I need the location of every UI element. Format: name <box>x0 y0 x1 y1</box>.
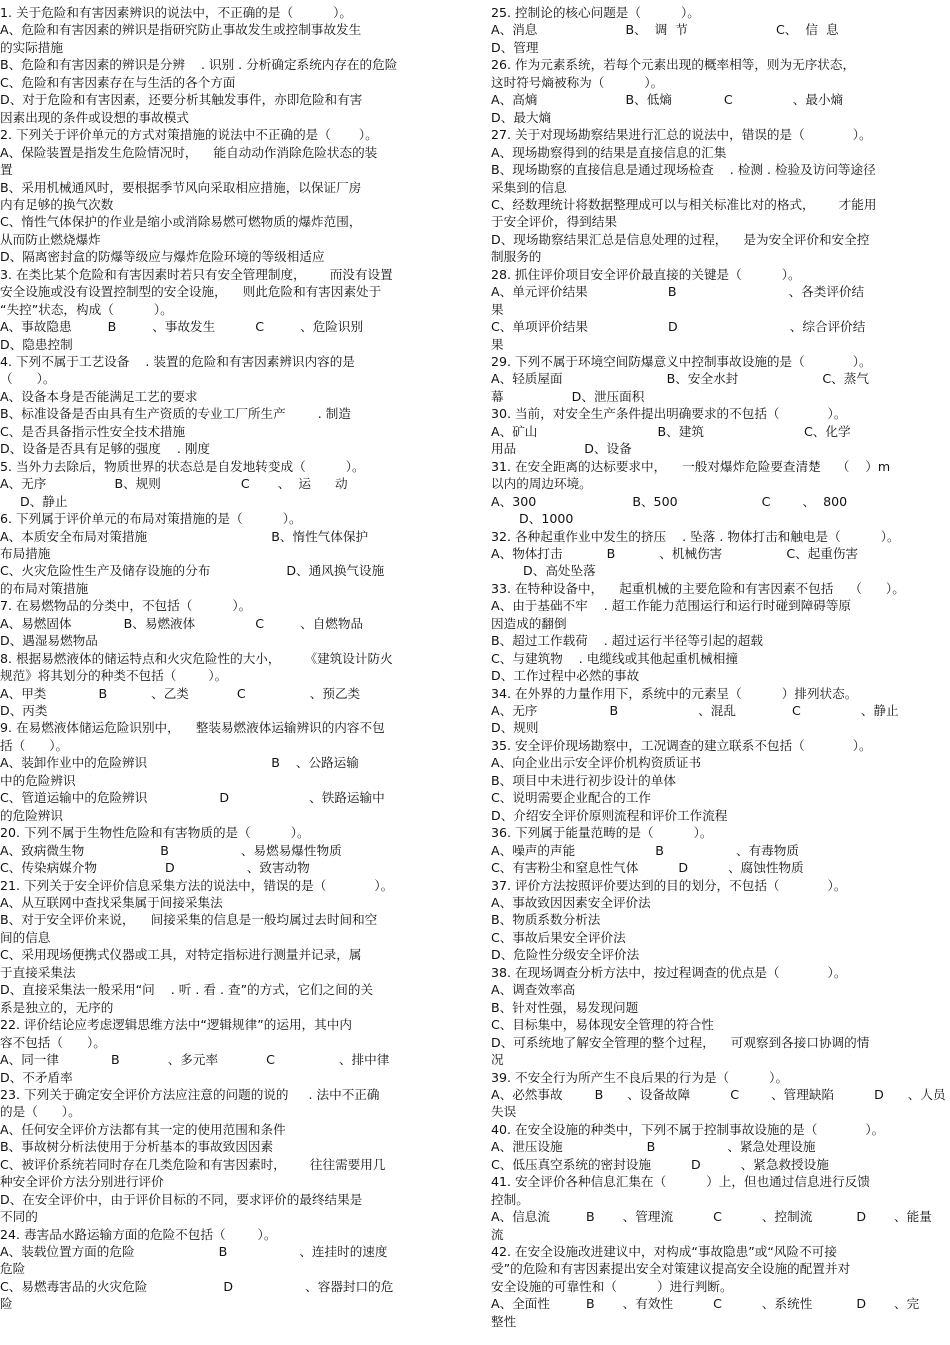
text-line: D、静止 <box>0 493 68 509</box>
text-line: A、信息流 B 、管理流 C 、控制流 D 、能量 <box>491 1209 932 1224</box>
text-line: 系是独立的，无序的 <box>0 999 114 1015</box>
text-line: C、易燃毒害品的火灾危险 D 、容器封口的危 <box>0 1278 394 1294</box>
text-line: 规范》将其划分的种类不包括（ ）。 <box>0 668 228 684</box>
text-line: A、物体打击 B 、机械伤害 C、起重伤害 <box>491 545 859 561</box>
text-line: B、危险和有害因素的辨识是分辨 . 识别 . 分析确定系统内存在的危险 <box>0 57 398 73</box>
text-line: A、无序 B、规则 C 、 运 动 <box>0 476 348 492</box>
text-line: C、被评价系统若同时存在几类危险和有害因素时， 往往需要用几 <box>0 1156 386 1172</box>
text-line: 21. 下列关于安全评价信息采集方法的说法中，错误的是（ ）。 <box>0 877 394 893</box>
text-line: A、无序 B 、混乱 C 、静止 <box>491 703 899 718</box>
text-line: 25. 控制论的核心问题是（ ）。 <box>491 5 700 20</box>
text-line: B、采用机械通风时，要根据季节风向采取相应措施，以保证厂房 <box>0 179 362 195</box>
text-line: D、不矛盾率 <box>0 1069 73 1085</box>
text-line: 果 <box>491 336 504 352</box>
text-line: 3. 在类比某个危险和有害因素时若只有安全管理制度， 而没有设置 <box>0 266 393 282</box>
text-line: A、全面性 B 、有效性 C 、系统性 D 、完 <box>491 1296 920 1312</box>
text-line: 29. 下列不属于环境空间防爆意义中控制事故设施的是（ ）。 <box>491 354 872 369</box>
text-line: D、高处坠落 <box>491 563 596 579</box>
text-line: 的布局对策措施 <box>0 580 89 596</box>
text-line: C、采用现场便携式仪器或工具，对特定指标进行测量并记录，属 <box>0 947 362 963</box>
text-line: 果 <box>491 301 504 317</box>
text-line: D、设备是否具有足够的强度 . 刚度 <box>0 441 211 457</box>
text-line: A、任何安全评价方法都有其一定的使用范围和条件 <box>0 1121 286 1137</box>
text-line: 20. 下列不属于生物性危险和有害物质的是（ ）。 <box>0 825 310 841</box>
text-line: A、同一律 B 、多元率 C 、排中律 <box>0 1052 390 1067</box>
text-line: 4. 下列不属于工艺设备 . 装置的危险和有害因素辨识内容的是 <box>0 354 355 369</box>
text-line: 6. 下列属于评价单元的布局对策措施的是（ ）。 <box>0 511 302 526</box>
text-line: 27. 关于对现场勘察结果进行汇总的说法中，错误的是（ ）。 <box>491 127 872 143</box>
text-line: C、经数理统计将数据整理成可以与相关标准比对的格式， 才能用 <box>491 196 877 212</box>
text-line: B、超过工作载荷 . 超过运行半径等引起的超载 <box>491 633 763 649</box>
text-line: 5. 当外力去除后，物质世界的状态总是自发地转变成（ ）。 <box>0 458 365 474</box>
text-line: A、消息 B、 调 节 C、 信 息 <box>491 22 839 38</box>
text-line: 失误 <box>491 1104 517 1120</box>
text-line: 34. 在外界的力量作用下，系统中的元素呈（ ）排列状态。 <box>491 685 858 701</box>
text-line: 这时符号熵被称为（ ）。 <box>491 74 664 90</box>
text-line: B、对于安全评价来说， 间接采集的信息是一般均属过去时间和空 <box>0 912 378 928</box>
text-line: A、高熵 B、低熵 C 、最小熵 <box>491 92 844 108</box>
text-line: 31. 在安全距离的达标要求中， 一般对爆炸危险要查清楚 （ ）m <box>491 458 891 474</box>
text-line: 因素出现的条件或设想的事故模式 <box>0 109 189 125</box>
text-line: 39. 不安全行为所产生不良后果的行为是（ ）。 <box>491 1069 789 1085</box>
text-line: C、与建筑物 . 电缆线或其他起重机械相撞 <box>491 650 738 666</box>
text-line: 容不包括（ ）。 <box>0 1034 106 1050</box>
text-line: D、隔离密封盒的防爆等级应与爆炸危险环境的等级相适应 <box>0 249 325 265</box>
text-line: D、对于危险和有害因素，还要分析其触发事件，亦即危险和有害 <box>0 92 363 108</box>
text-line: 采集到的信息 <box>491 179 567 195</box>
text-line: B、现场勘察的直接信息是通过现场检查 . 检测 . 检验及访问等途径 <box>491 162 876 177</box>
text-line: 40. 在安全设施的种类中，下列不属于控制事故设施的是（ ）。 <box>491 1121 885 1137</box>
text-line: 以内的周边环境。 <box>491 476 592 492</box>
text-line: C、传染病媒介物 D 、致害动物 <box>0 860 310 875</box>
text-line: 危险 <box>0 1261 26 1277</box>
text-line: 用品 D、设备 <box>491 441 632 457</box>
text-line: B、标准设备是否由具有生产资质的专业工厂所生产 . 制造 <box>0 406 351 422</box>
text-line: D、危险性分级安全评价法 <box>491 947 640 963</box>
text-line: C、惰性气体保护的作业是缩小或消除易燃可燃物质的爆炸范围， <box>0 214 362 230</box>
text-line: 33. 在特种设备中， 起重机械的主要危险和有害因素不包括 （ ）。 <box>491 580 905 596</box>
text-line: 间的信息 <box>0 929 51 945</box>
text-line: D、介绍安全评价原则流程和评价工作流程 <box>491 807 728 823</box>
text-line: D、最大熵 <box>491 109 552 125</box>
text-line: C、单项评价结果 D 、综合评价结 <box>491 319 866 335</box>
text-line: A、事故致因因素安全评价法 <box>491 894 651 910</box>
text-line: D、遇湿易燃物品 <box>0 633 98 649</box>
text-line: 30. 当前，对安全生产条件提出明确要求的不包括（ ）。 <box>491 406 847 422</box>
text-line: C、危险和有害因素存在与生活的各个方面 <box>0 74 236 90</box>
text-line: A、危险和有害因素的辨识是指研究防止事故发生或控制事故发生 <box>0 22 362 38</box>
text-line: C、目标集中，易体现安全管理的符合性 <box>491 1017 714 1033</box>
text-line: B、事故树分析法使用于分析基本的事故致因因素 <box>0 1139 274 1155</box>
text-line: 幕 D、泄压面积 <box>491 388 645 404</box>
text-line: 种安全评价方法分别进行评价 <box>0 1174 164 1190</box>
text-line: A、泄压设施 B 、紧急处理设施 <box>491 1139 816 1155</box>
text-line: B、项目中未进行初步设计的单体 <box>491 772 676 788</box>
text-line: A、轻质屋面 B、安全水封 C、蒸气 <box>491 371 869 387</box>
text-line: 括（ ）。 <box>0 737 69 753</box>
text-line: C、有害粉尘和窒息性气体 D 、腐蚀性物质 <box>491 860 804 875</box>
text-line: D、管理 <box>491 39 539 55</box>
text-line: 23. 下列关于确定安全评价方法应注意的问题的说的 . 法中不正确 <box>0 1086 380 1102</box>
text-line: 因造成的翻倒 <box>491 615 567 631</box>
text-line: A、事故隐患 B 、事故发生 C 、危险识别 <box>0 319 364 335</box>
text-line: 37. 评价方法按照评价要达到的目的划分，不包括（ ）。 <box>491 877 847 893</box>
text-line: 内有足够的换气次数 <box>0 196 114 212</box>
text-line: A、300 B、500 C 、 800 <box>491 493 848 509</box>
text-line: A、噪声的声能 B 、有毒物质 <box>491 842 799 858</box>
text-line: A、矿山 B、建筑 C、化学 <box>491 423 851 439</box>
text-line: A、调查效率高 <box>491 982 576 998</box>
text-line: A、甲类 B 、乙类 C 、预乙类 <box>0 685 361 701</box>
text-line: 安全设施或没有设置控制型的安全设施， 则此危险和有害因素处于 <box>0 284 382 300</box>
text-line: 安全设施的可靠性和（ ）进行判断。 <box>491 1278 733 1294</box>
text-line: （ ）。 <box>0 371 56 387</box>
text-line: 从而防止燃烧爆炸 <box>0 231 101 247</box>
text-line: 28. 抓住评价项目安全评价最直接的关键是（ ）。 <box>491 266 801 282</box>
text-line: 9. 在易燃液体储运危险识别中， 整装易燃液体运输辨识的内容不包 <box>0 720 385 736</box>
text-line: 于直接采集法 <box>0 964 76 980</box>
text-line: D、在安全评价中，由于评价目标的不同，要求评价的最终结果是 <box>0 1191 363 1207</box>
text-line: C、管道运输中的危险辨识 D 、铁路运输中 <box>0 790 385 806</box>
text-line: D、1000 <box>491 511 574 526</box>
text-line: 22. 评价结论应考虑逻辑思维方法中“逻辑规律”的运用，其中内 <box>0 1017 352 1033</box>
text-line: 整性 <box>491 1313 517 1329</box>
text-line: A、由于基础不牢 . 超工作能力范围运行和运行时碰到障碍等原 <box>491 598 852 614</box>
text-line: D、现场勘察结果汇总是信息处理的过程， 是为安全评价和安全控 <box>491 231 870 247</box>
text-line: 42. 在安全设施改进建议中，对构成“事故隐患”或“风险不可接 <box>491 1244 837 1259</box>
text-line: 26. 作为元素系统，若每个元素出现的概率相等，则为无序状态， <box>491 57 856 73</box>
text-line: A、从互联网中查找采集属于间接采集法 <box>0 894 223 910</box>
text-line: A、装卸作业中的危险辨识 B 、公路运输 <box>0 755 359 771</box>
text-line: A、本质安全布局对策措施 B、惰性气体保护 <box>0 528 369 544</box>
text-line: 不同的 <box>0 1209 38 1224</box>
text-line: 的实际措施 <box>0 39 63 55</box>
text-line: 况 <box>491 1052 504 1067</box>
text-line: D、工作过程中必然的事故 <box>491 668 640 684</box>
text-line: 中的危险辨识 <box>0 772 76 788</box>
text-line: A、保险装置是指发生危险情况时， 能自动动作消除危险状态的装 <box>0 144 378 160</box>
text-line: B、物质系数分析法 <box>491 912 601 928</box>
text-line: C、低压真空系统的密封设施 D 、紧急救授设施 <box>491 1156 829 1172</box>
text-line: 布局措施 <box>0 545 51 561</box>
text-line: 8. 根据易燃液体的储运特点和火灾危险性的大小， 《建筑设计防火 <box>0 650 393 666</box>
text-line: C、火灾危险性生产及储存设施的分布 D、通风换气设施 <box>0 563 385 579</box>
text-line: D、直接采集法一般采用“问 . 听 . 看 . 查”的方式，它们之间的关 <box>0 982 374 998</box>
text-line: A、现场勘察得到的结果是直接信息的汇集 <box>491 144 727 160</box>
text-line: A、必然事故 B 、设备故障 C 、管理缺陷 D 、人员 <box>491 1086 946 1102</box>
text-line: 36. 下列属于能量范畴的是（ ）。 <box>491 825 713 841</box>
text-line: A、设备本身是否能满足工艺的要求 <box>0 388 198 404</box>
text-line: 制服务的 <box>491 249 542 265</box>
text-line: 受”的危险和有害因素提出安全对策建议提高安全设施的配置并对 <box>491 1261 851 1277</box>
text-line: A、单元评价结果 B 、各类评价结 <box>491 284 865 300</box>
text-line: 32. 各种起重作业中发生的挤压 . 坠落 . 物体打击和触电是（ ）。 <box>491 528 900 544</box>
text-line: 38. 在现场调查分析方法中，按过程调查的优点是（ ）。 <box>491 964 847 980</box>
text-line: B、针对性强，易发现问题 <box>491 999 639 1015</box>
text-line: 2. 下列关于评价单元的方式对策措施的说法中不正确的是（ ）。 <box>0 127 378 143</box>
text-line: C、说明需要企业配合的工作 <box>491 790 651 806</box>
text-line: 置 <box>0 162 13 177</box>
text-line: “失控”状态，构成（ ）。 <box>0 301 173 317</box>
text-line: 41. 安全评价各种信息汇集在（ ）上，但也通过信息进行反馈 <box>491 1174 870 1190</box>
text-line: 1. 关于危险和有害因素辨识的说法中，不正确的是（ ）。 <box>0 5 353 20</box>
text-line: D、丙类 <box>0 703 48 718</box>
text-line: C、是否具备指示性安全技术措施 <box>0 423 186 439</box>
text-line: C、事故后果安全评价法 <box>491 929 626 945</box>
text-line: A、易燃固体 B、易燃液体 C 、自燃物品 <box>0 615 364 631</box>
text-line: D、可系统地了解安全管理的整个过程， 可观察到各接口协调的情 <box>491 1034 870 1050</box>
text-line: 流 <box>491 1226 504 1242</box>
text-line: 的是（ ）。 <box>0 1104 81 1120</box>
text-line: 的危险辨识 <box>0 807 63 823</box>
text-line: 险 <box>0 1296 13 1312</box>
text-line: 于安全评价，得到结果 <box>491 214 617 230</box>
text-line: 控制。 <box>491 1191 529 1207</box>
text-line: D、规则 <box>491 720 539 736</box>
text-line: A、向企业出示安全评价机构资质证书 <box>491 755 702 771</box>
text-line: A、装载位置方面的危险 B 、连挂时的速度 <box>0 1244 388 1259</box>
text-line: 7. 在易燃物品的分类中，不包括（ ）。 <box>0 598 252 614</box>
text-line: D、隐患控制 <box>0 336 73 352</box>
text-line: A、致病微生物 B 、易燃易爆性物质 <box>0 842 342 858</box>
text-line: 35. 安全评价现场勘察中，工况调查的建立联系不包括（ ）。 <box>491 737 872 753</box>
text-line: 24. 毒害品水路运输方面的危险不包括（ ）。 <box>0 1226 277 1242</box>
